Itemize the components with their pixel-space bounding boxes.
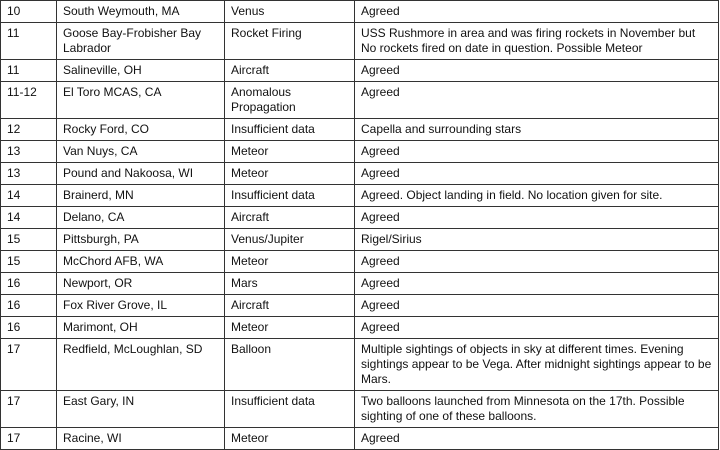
table-row [1,339,719,391]
comment-cell: Agreed [355,428,719,450]
comment-cell: Agreed [355,163,719,185]
date-cell: 11 [1,23,57,60]
date-cell: 13 [1,163,57,185]
date-cell: 13 [1,141,57,163]
location-cell: McChord AFB, WA [57,251,225,273]
evaluation-cell: Aircraft [225,295,355,317]
location-cell: Pittsburgh, PA [57,229,225,251]
table-row [1,391,719,428]
comment-cell: Agreed [355,295,719,317]
location-cell: Delano, CA [57,207,225,229]
comment-cell: Agreed [355,251,719,273]
table-row [1,82,719,119]
evaluation-cell: Meteor [225,251,355,273]
date-cell: 17 [1,428,57,450]
table-row [1,141,719,163]
evaluation-cell: Meteor [225,317,355,339]
table-row [1,60,719,82]
location-cell: Pound and Nakoosa, WI [57,163,225,185]
evaluation-cell: Meteor [225,428,355,450]
evaluation-cell: Balloon [225,339,355,391]
evaluation-cell: Mars [225,273,355,295]
location-cell: Redfield, McLoughlan, SD [57,339,225,391]
location-cell: East Gary, IN [57,391,225,428]
date-cell: 10 [1,1,57,23]
evaluation-cell: Venus [225,1,355,23]
date-cell: 17 [1,339,57,391]
date-cell: 16 [1,295,57,317]
comment-cell: Agreed [355,82,719,119]
comment-cell: Agreed [355,317,719,339]
evaluation-cell: Aircraft [225,60,355,82]
table-row [1,207,719,229]
comment-cell: Agreed [355,141,719,163]
date-cell: 17 [1,391,57,428]
comment-cell: Agreed [355,207,719,229]
date-cell: 11-12 [1,82,57,119]
date-cell: 11 [1,60,57,82]
location-cell: Racine, WI [57,428,225,450]
date-cell: 16 [1,317,57,339]
location-cell: El Toro MCAS, CA [57,82,225,119]
comment-cell: Multiple sightings of objects in sky at different times. Evening sightings appear to be Vega. After midnight sightings appear to be Mars. [355,339,719,391]
date-cell: 15 [1,229,57,251]
table-row [1,251,719,273]
table-row [1,119,719,141]
location-cell: South Weymouth, MA [57,1,225,23]
comment-cell: Capella and surrounding stars [355,119,719,141]
evaluation-cell: Rocket Firing [225,23,355,60]
table-row [1,163,719,185]
table-row [1,1,719,23]
date-cell: 14 [1,207,57,229]
location-cell: Van Nuys, CA [57,141,225,163]
location-cell: Marimont, OH [57,317,225,339]
date-cell: 12 [1,119,57,141]
comment-cell: USS Rushmore in area and was firing rockets in November but No rockets fired on date in question. Possible Meteor [355,23,719,60]
location-cell: Fox River Grove, IL [57,295,225,317]
evaluation-cell: Aircraft [225,207,355,229]
comment-cell: Agreed [355,273,719,295]
evaluation-cell: Insufficient data [225,119,355,141]
date-cell: 14 [1,185,57,207]
date-cell: 16 [1,273,57,295]
table-row [1,428,719,450]
evaluation-cell: Venus/Jupiter [225,229,355,251]
location-cell: Salineville, OH [57,60,225,82]
comment-cell: Agreed. Object landing in field. No location given for site. [355,185,719,207]
comment-cell: Rigel/Sirius [355,229,719,251]
table-row [1,229,719,251]
sightings-table-body [1,1,719,450]
location-cell: Rocky Ford, CO [57,119,225,141]
evaluation-cell: Meteor [225,163,355,185]
comment-cell: Agreed [355,1,719,23]
location-cell: Newport, OR [57,273,225,295]
location-cell: Goose Bay-Frobisher Bay Labrador [57,23,225,60]
evaluation-cell: Anomalous Propagation [225,82,355,119]
comment-cell: Two balloons launched from Minnesota on the 17th. Possible sighting of one of these balloons. [355,391,719,428]
table-row [1,185,719,207]
table-row [1,273,719,295]
date-cell: 15 [1,251,57,273]
table-row [1,317,719,339]
location-cell: Brainerd, MN [57,185,225,207]
evaluation-cell: Meteor [225,141,355,163]
evaluation-cell: Insufficient data [225,185,355,207]
table-row [1,295,719,317]
evaluation-cell: Insufficient data [225,391,355,428]
comment-cell: Agreed [355,60,719,82]
table-row [1,23,719,60]
